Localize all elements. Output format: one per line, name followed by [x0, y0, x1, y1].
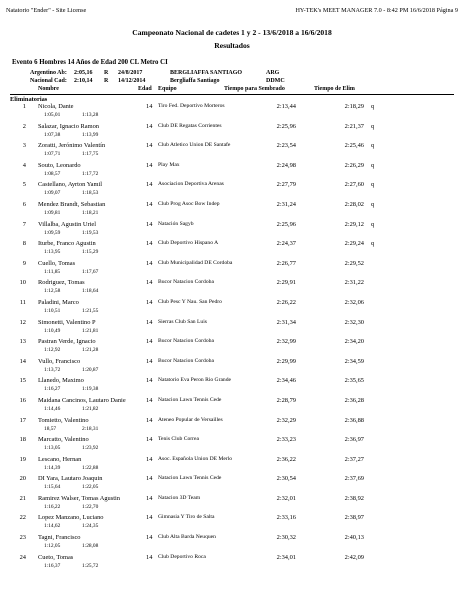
team-name: Bucor Natacion Cordoba	[158, 357, 214, 364]
swimmer-age: 14	[146, 455, 153, 463]
qualified-mark: q	[371, 103, 375, 110]
swimmer-name: DI Yara, Lautaro Joaquin	[38, 475, 103, 483]
split-time-2: 1:21,55	[82, 307, 99, 314]
column-final: Tiempo de Elim	[314, 86, 355, 92]
table-row	[0, 436, 464, 456]
table-row	[0, 221, 464, 241]
team-name: Gimnasia Y Tiro de Salta	[158, 514, 215, 521]
qualified-mark: q	[371, 181, 375, 189]
split-time-1: 1:07,38	[44, 131, 61, 138]
table-row	[0, 123, 464, 143]
split-time-2: 1:15,29	[82, 249, 99, 256]
result-place: 13	[19, 338, 26, 346]
split-time-2: 1:17,67	[82, 268, 99, 275]
swimmer-name: Vullo, Francisco	[38, 357, 81, 365]
final-time: 2:27,60	[344, 181, 364, 189]
seed-time: 2:34,46	[276, 377, 296, 385]
swimmer-age: 14	[146, 142, 153, 150]
final-time: 2:29,52	[344, 259, 364, 267]
table-row	[0, 181, 464, 201]
site-license-header: Natatorio "Ender" - Site License	[6, 7, 87, 14]
qualified-mark: q	[371, 161, 375, 169]
split-time-1: 1:12,05	[44, 543, 61, 550]
split-time-1: 1:12,58	[44, 288, 61, 295]
result-place: 2	[22, 122, 26, 130]
table-row	[0, 514, 464, 534]
table-row	[0, 554, 464, 574]
final-time: 2:38,97	[344, 514, 364, 522]
split-time-1: 1:09,81	[44, 209, 61, 216]
final-time: 2:18,29	[344, 103, 364, 110]
record-time: 2:10,14	[74, 78, 93, 84]
seed-time: 2:32,99	[276, 338, 296, 346]
result-place: 7	[22, 220, 26, 228]
split-time-2: 1:18,21	[82, 209, 99, 216]
split-time-1: 1:14,39	[44, 464, 61, 471]
table-row	[0, 299, 464, 319]
seed-time: 2:33,16	[276, 514, 296, 522]
table-row	[0, 338, 464, 358]
team-name: Club Atletico Union DE Santafe	[158, 142, 231, 149]
swimmer-age: 14	[146, 377, 153, 385]
team-name: Tenis Club Correa	[158, 436, 199, 443]
result-place: 1	[22, 103, 26, 110]
seed-time: 2:36,22	[276, 455, 296, 463]
record-label: Argentino Ab:	[30, 70, 67, 76]
swimmer-name: Maidana Cancinos, Lautaro Danie	[38, 396, 126, 404]
table-row	[0, 279, 464, 299]
result-place: 12	[19, 318, 26, 326]
page-title: Campeonato Nacional de cadetes 1 y 2 - 13/6/2018 a 16/6/2018	[132, 28, 332, 37]
final-time: 2:26,29	[344, 161, 364, 169]
team-name: Natatorio Eva Peron Rio Grande	[158, 377, 232, 384]
team-name: Club Deportivo Roca	[158, 553, 206, 560]
split-time-1: 1:14,46	[44, 405, 61, 412]
final-time: 2:34,59	[344, 357, 364, 365]
team-name: Tiro Fed. Deportivo Morteros	[158, 103, 225, 109]
result-place: 19	[19, 455, 26, 463]
seed-time: 2:33,23	[276, 436, 296, 444]
swimmer-name: Rodriguez, Tomas	[38, 279, 85, 287]
split-time-1: 1:09,07	[44, 190, 61, 197]
result-place: 10	[19, 279, 26, 287]
swimmer-name: Tagni, Francisco	[38, 534, 81, 542]
table-row	[0, 417, 464, 437]
table-row	[0, 240, 464, 260]
column-header-row	[10, 86, 454, 95]
swimmer-name: Salazar, Ignacio Ramon	[38, 122, 99, 130]
seed-time: 2:31,24	[276, 200, 296, 208]
seed-time: 2:25,96	[276, 122, 296, 130]
seed-time: 2:13,44	[276, 103, 296, 110]
result-place: 4	[22, 161, 26, 169]
seed-time: 2:32,29	[276, 416, 296, 424]
seed-time: 2:29,91	[276, 279, 296, 287]
split-time-1: 1:10,51	[44, 307, 61, 314]
column-age: Edad	[138, 86, 152, 92]
split-time-1: 1:08,57	[44, 170, 61, 177]
split-time-2: 2:18,31	[82, 425, 99, 432]
split-time-2: 1:25,72	[82, 562, 99, 569]
swimmer-age: 14	[146, 338, 153, 346]
result-place: 3	[22, 142, 26, 150]
final-time: 2:42,09	[344, 553, 364, 561]
split-time-2: 1:18,64	[82, 288, 99, 295]
split-time-2: 1:28,08	[82, 543, 99, 550]
swimmer-name: Llanedo, Maximo	[38, 377, 84, 385]
table-row	[0, 456, 464, 476]
swimmer-name: Pastran Verde, Ignacio	[38, 338, 96, 346]
split-time-1: 18,57	[44, 425, 57, 432]
split-time-2: 1:22,88	[82, 464, 99, 471]
final-time: 2:25,46	[344, 142, 364, 150]
split-time-1: 1:13,95	[44, 249, 61, 256]
seed-time: 2:30,54	[276, 475, 296, 483]
result-place: 16	[19, 396, 26, 404]
split-time-1: 1:14,62	[44, 523, 61, 530]
swimmer-age: 14	[146, 534, 153, 542]
swimmer-age: 14	[146, 103, 153, 110]
swimmer-name: Cuello, Tomas	[38, 259, 76, 267]
team-name: Natacion Lawn Tennis Cede	[158, 396, 222, 403]
table-row	[0, 201, 464, 221]
swimmer-age: 14	[146, 122, 153, 130]
section-heading: Eliminatorias	[10, 96, 48, 103]
seed-time: 2:31,34	[276, 318, 296, 326]
team-name: Asociacion Deportiva Arenas	[158, 181, 224, 188]
table-row	[0, 358, 464, 378]
split-time-2: 1:21,82	[82, 405, 99, 412]
record-flag: R	[104, 78, 109, 84]
swimmer-age: 14	[146, 514, 153, 522]
result-place: 11	[19, 298, 26, 306]
swimmer-name: Souto, Leonardo	[38, 161, 81, 169]
swimmer-name: Ramirez Walser, Tomas Agustin	[38, 494, 120, 502]
team-name: Club Deportivo Hispano A	[158, 240, 219, 247]
swimmer-age: 14	[146, 181, 153, 189]
split-time-2: 1:23,92	[82, 445, 99, 452]
results-list	[0, 103, 464, 573]
meet-manager-header: HY-TEK's MEET MANAGER 7.0 - 8:42 PM 16/6/2018 Página 9	[295, 7, 458, 14]
swimmer-name: Castellano, Ayrton Yamil	[38, 181, 103, 189]
final-time: 2:37,27	[344, 455, 364, 463]
team-name: Club Alta Barda Neuquen	[158, 534, 216, 541]
team-name: Natacion 3D Team	[158, 494, 201, 501]
final-time: 2:36,28	[344, 396, 364, 404]
result-place: 5	[22, 181, 26, 189]
team-name: Play Max	[158, 161, 180, 168]
seed-time: 2:29,99	[276, 357, 296, 365]
split-time-2: 1:13,28	[82, 112, 99, 118]
record-holder: Bergliaffa Santiago	[170, 78, 220, 84]
result-place: 20	[19, 475, 26, 483]
final-time: 2:29,12	[344, 220, 364, 228]
result-place: 8	[22, 240, 26, 248]
qualified-mark: q	[371, 142, 375, 150]
result-place: 14	[19, 357, 26, 365]
record-date: 14/12/2014	[118, 78, 146, 84]
swimmer-age: 14	[146, 553, 153, 561]
result-place: 17	[19, 416, 26, 424]
final-time: 2:32,30	[344, 318, 364, 326]
split-time-2: 1:20,87	[82, 366, 99, 373]
swimmer-age: 14	[146, 357, 153, 365]
split-time-2: 1:21,28	[82, 347, 99, 354]
qualified-mark: q	[371, 122, 375, 130]
table-row	[0, 260, 464, 280]
seed-time: 2:23,54	[276, 142, 296, 150]
team-name: Club Prog Asoc Bow Indep	[158, 200, 220, 207]
swimmer-age: 14	[146, 298, 153, 306]
team-name: Bucor Natacion Cordoba	[158, 279, 214, 286]
team-name: Club Municipalidad DE Cordoba	[158, 259, 233, 266]
table-row	[0, 103, 464, 123]
record-label: Nacional Cad:	[30, 78, 67, 84]
swimmer-age: 14	[146, 494, 153, 502]
seed-time: 2:30,32	[276, 534, 296, 542]
split-time-1: 1:15,64	[44, 484, 61, 491]
swimmer-name: Iturbe, Franco Agustin	[38, 240, 96, 248]
swimmer-name: Zoratti, Jerónimo Valentín	[38, 142, 106, 150]
team-name: Ateneo Popular de Versailles	[158, 416, 223, 423]
seed-time: 2:25,96	[276, 220, 296, 228]
swimmer-name: Mendez Brandt, Sebastian	[38, 200, 106, 208]
qualified-mark: q	[371, 200, 375, 208]
swimmer-name: Lopez Manzano, Luciano	[38, 514, 104, 522]
split-time-2: 1:19,38	[82, 386, 99, 393]
qualified-mark: q	[371, 240, 375, 248]
record-holder: BERGLIAFFA SANTIAGO	[170, 70, 243, 76]
final-time: 2:21,37	[344, 122, 364, 130]
result-place: 24	[19, 553, 26, 561]
split-time-1: 1:11,85	[44, 268, 61, 275]
seed-time: 2:27,79	[276, 181, 296, 189]
final-time: 2:36,97	[344, 436, 364, 444]
swimmer-age: 14	[146, 318, 153, 326]
swimmer-age: 14	[146, 240, 153, 248]
table-row	[0, 397, 464, 417]
team-name: Asoc. Española Union DE Merlo	[158, 455, 233, 462]
swimmer-age: 14	[146, 200, 153, 208]
split-time-1: 1:16,22	[44, 503, 61, 510]
split-time-2: 1:17,72	[82, 170, 99, 177]
team-name: Sierras Club San Luis	[158, 318, 207, 325]
event-heading: Evento 6 Hombres 14 Años de Edad 200 CL Metro CI	[12, 59, 168, 66]
split-time-1: 1:16,37	[44, 562, 61, 569]
swimmer-age: 14	[146, 475, 153, 483]
final-time: 2:37,69	[344, 475, 364, 483]
swimmer-name: Tomietto, Valentino	[38, 416, 89, 424]
split-time-1: 1:13,72	[44, 366, 61, 373]
split-time-2: 1:19,53	[82, 229, 99, 236]
team-name: Club DE Regatas Corrientes	[158, 122, 222, 129]
team-name: Natación Sagyb	[158, 220, 194, 227]
swimmer-name: Lescano, Hernan	[38, 455, 82, 463]
split-time-1: 1:13,05	[44, 445, 61, 452]
split-time-1: 1:05,01	[44, 112, 61, 118]
record-org: DDMC	[266, 78, 285, 84]
swimmer-age: 14	[146, 259, 153, 267]
result-place: 15	[19, 377, 26, 385]
split-time-2: 1:21,81	[82, 327, 99, 334]
final-time: 2:32,06	[344, 298, 364, 306]
final-time: 2:35,65	[344, 377, 364, 385]
split-time-1: 1:12,92	[44, 347, 61, 354]
final-time: 2:34,20	[344, 338, 364, 346]
column-name: Nombre	[38, 86, 59, 92]
split-time-1: 1:09,59	[44, 229, 61, 236]
swimmer-name: Villalba, Agustin Uriel	[38, 220, 97, 228]
team-name: Bucor Natacion Cordoba	[158, 338, 214, 345]
table-row	[0, 319, 464, 339]
result-place: 23	[19, 534, 26, 542]
record-org: ARG	[266, 70, 280, 76]
swimmer-age: 14	[146, 161, 153, 169]
split-time-2: 1:13,99	[82, 131, 99, 138]
swimmer-age: 14	[146, 436, 153, 444]
result-place: 18	[19, 436, 26, 444]
table-row	[0, 495, 464, 515]
result-place: 21	[19, 494, 26, 502]
record-flag: R	[104, 70, 109, 76]
split-time-1: 1:10,49	[44, 327, 61, 334]
split-time-2: 1:22,05	[82, 484, 99, 491]
final-time: 2:40,13	[344, 534, 364, 542]
table-row	[0, 534, 464, 554]
final-time: 2:38,92	[344, 494, 364, 502]
final-time: 2:31,22	[344, 279, 364, 287]
seed-time: 2:28,79	[276, 396, 296, 404]
table-row	[0, 142, 464, 162]
qualified-mark: q	[371, 220, 375, 228]
swimmer-name: Cueto, Tomas	[38, 553, 74, 561]
table-row	[0, 162, 464, 182]
split-time-1: 1:16,27	[44, 386, 61, 393]
seed-time: 2:26,22	[276, 298, 296, 306]
split-time-2: 1:17,75	[82, 151, 99, 158]
result-place: 6	[22, 200, 26, 208]
final-time: 2:28,02	[344, 200, 364, 208]
split-time-2: 1:24,35	[82, 523, 99, 530]
result-place: 9	[22, 259, 26, 267]
swimmer-age: 14	[146, 396, 153, 404]
column-team: Equipo	[158, 86, 177, 92]
swimmer-age: 14	[146, 220, 153, 228]
final-time: 2:36,88	[344, 416, 364, 424]
seed-time: 2:24,98	[276, 161, 296, 169]
split-time-1: 1:07,71	[44, 151, 61, 158]
split-time-2: 1:18,53	[82, 190, 99, 197]
swimmer-name: Simonetti, Valentino P	[38, 318, 96, 326]
swimmer-name: Paladini, Marco	[38, 298, 79, 306]
swimmer-name: Nicola, Dante	[38, 103, 74, 110]
seed-time: 2:24,37	[276, 240, 296, 248]
column-seed: Tiempo para Sembrado	[224, 86, 285, 92]
seed-time: 2:32,01	[276, 494, 296, 502]
result-place: 22	[19, 514, 26, 522]
record-date: 24/8/2017	[118, 70, 143, 76]
team-name: Natacion Lawn Tennis Cede	[158, 475, 222, 482]
swimmer-name: Marcatto, Valentino	[38, 436, 89, 444]
page-subtitle: Resultados	[214, 41, 250, 50]
swimmer-age: 14	[146, 416, 153, 424]
swimmer-age: 14	[146, 279, 153, 287]
final-time: 2:29,24	[344, 240, 364, 248]
table-row	[0, 377, 464, 397]
table-row	[0, 475, 464, 495]
team-name: Club Pesc Y Nau. San Pedro	[158, 298, 222, 305]
seed-time: 2:26,77	[276, 259, 296, 267]
split-time-2: 1:22,70	[82, 503, 99, 510]
seed-time: 2:34,01	[276, 553, 296, 561]
record-time: 2:05,16	[74, 70, 93, 76]
